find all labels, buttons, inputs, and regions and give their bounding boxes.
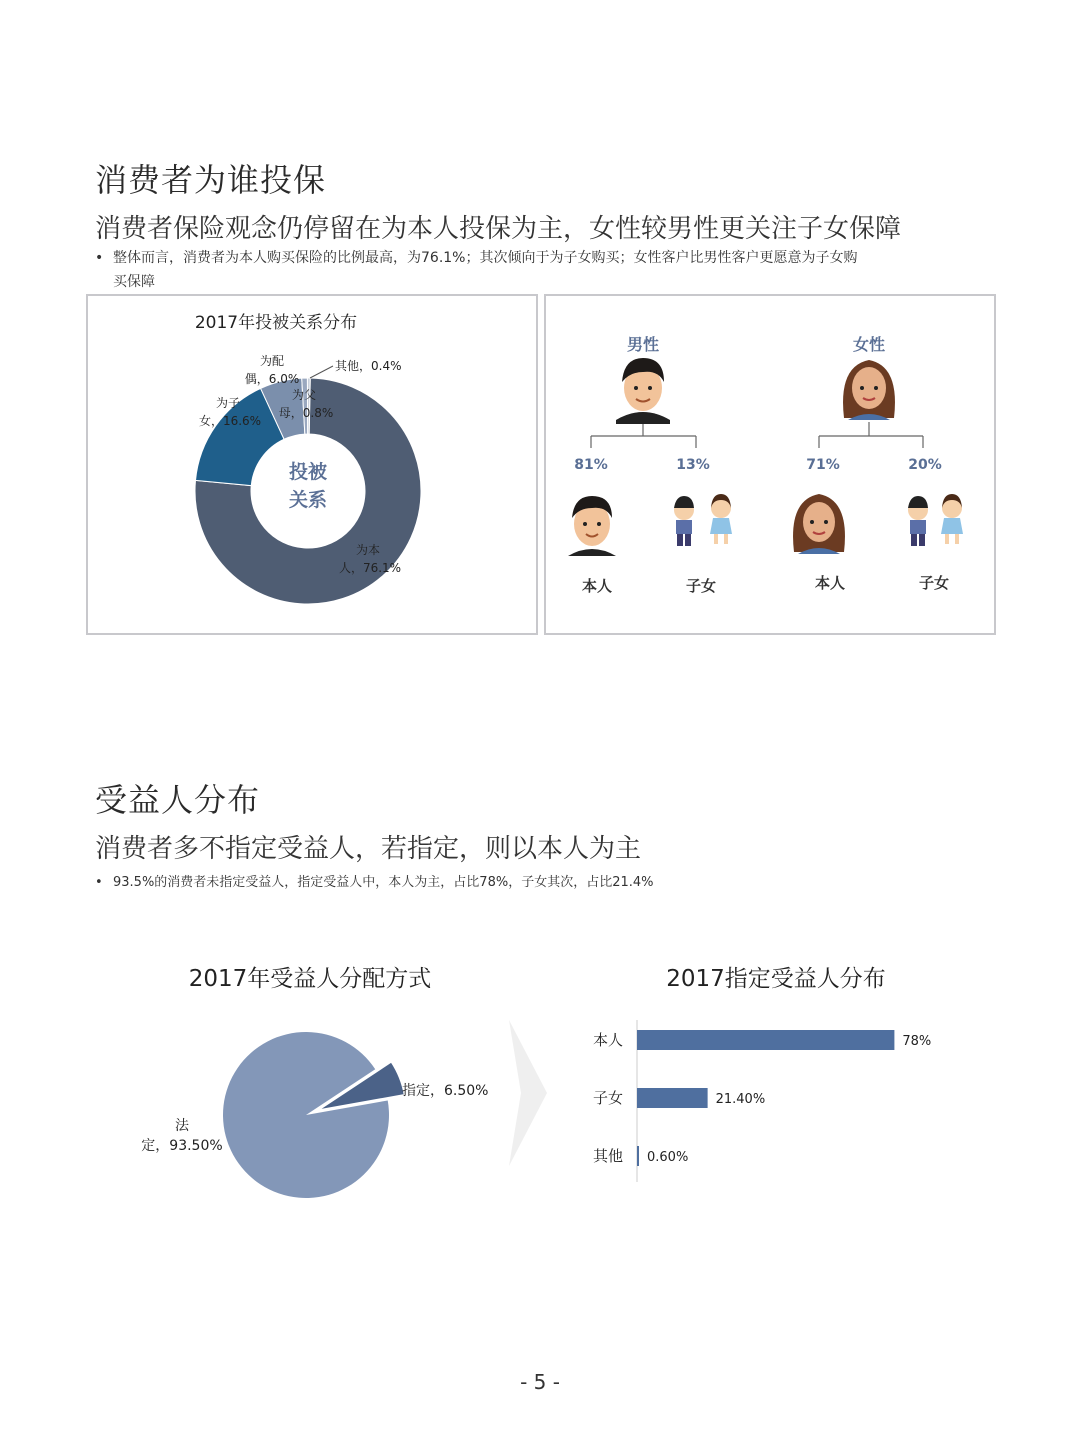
donut-center-line2: 关系 bbox=[288, 489, 328, 511]
section2-subtitle: 消费者多不指定受益人，若指定，则以本人为主 bbox=[95, 834, 642, 864]
section1-bullet-line2: 买保障 bbox=[113, 274, 155, 290]
gender-diagram bbox=[546, 296, 994, 633]
donut-label-spouse-1: 为配 bbox=[259, 354, 285, 368]
male-tree-lines bbox=[591, 424, 696, 448]
gender-panel bbox=[544, 294, 996, 635]
female-self-pct: 71% bbox=[806, 457, 840, 473]
bar-value-label: 78% bbox=[902, 1034, 932, 1049]
bar-category-label: 本人 bbox=[592, 1031, 623, 1049]
male-child-avatars bbox=[674, 494, 732, 546]
bar-value-label: 21.40% bbox=[715, 1092, 766, 1107]
section2-bullet-mark: • bbox=[95, 875, 103, 890]
page-number: - 5 - bbox=[520, 1370, 560, 1394]
female-tree-lines bbox=[819, 422, 923, 448]
pie-chart bbox=[120, 950, 520, 1210]
male-title: 男性 bbox=[626, 335, 660, 354]
section2-bullet-line1: 93.5%的消费者未指定受益人，指定受益人中，本人为主，占比78%，子女其次，占比21.4% bbox=[113, 875, 654, 890]
bar-chart bbox=[560, 950, 980, 1190]
donut-label-self-2: 人，76.1% bbox=[338, 561, 402, 575]
section1-bullet-line1: 整体而言，消费者为本人购买保险的比例最高，为76.1%；其次倾向于为子女购买；女性客户比男性客户更愿意为子女购 bbox=[113, 250, 858, 266]
female-self-label: 本人 bbox=[814, 574, 846, 592]
pie-label-legal-1: 法 bbox=[175, 1118, 189, 1134]
donut-chart-panel bbox=[86, 294, 538, 635]
male-self-avatar bbox=[568, 496, 616, 556]
donut-center-line1: 投被 bbox=[288, 461, 328, 483]
bar-category-label: 子女 bbox=[592, 1089, 623, 1107]
pie-label-legal-2: 定，93.50% bbox=[141, 1138, 223, 1154]
section1-bullet-mark: • bbox=[95, 250, 104, 266]
section1-title: 消费者为谁投保 bbox=[95, 161, 327, 199]
pie-label-designated: 指定，6.50% bbox=[402, 1083, 489, 1099]
pie-chart-title: 2017年受益人分配方式 bbox=[188, 966, 432, 992]
section2-title: 受益人分布 bbox=[95, 781, 261, 819]
donut-label-spouse-2: 偶，6.0% bbox=[244, 372, 300, 386]
donut-leader-line-other bbox=[310, 366, 333, 378]
chevron-arrow-icon bbox=[505, 1018, 551, 1168]
bar-category-label: 其他 bbox=[592, 1147, 623, 1165]
female-title: 女性 bbox=[852, 335, 886, 354]
female-child-avatars bbox=[908, 494, 963, 546]
female-avatar bbox=[843, 360, 895, 420]
bar-value-label: 0.60% bbox=[647, 1150, 689, 1165]
donut-label-self-1: 为本 bbox=[355, 543, 381, 557]
section1-subtitle: 消费者保险观念仍停留在为本人投保为主，女性较男性更关注子女保障 bbox=[95, 214, 902, 244]
female-child-label: 子女 bbox=[918, 574, 950, 592]
donut-chart-title: 2017年投被关系分布 bbox=[194, 313, 358, 333]
pie-slice-legal bbox=[223, 1032, 389, 1198]
female-self-avatar bbox=[793, 494, 845, 554]
female-child-pct: 20% bbox=[908, 457, 942, 473]
donut-label-parent-2: 母，0.8% bbox=[278, 406, 334, 420]
bar bbox=[637, 1088, 708, 1108]
donut-chart bbox=[88, 296, 536, 633]
bar bbox=[637, 1030, 894, 1050]
donut-label-child-1: 为子 bbox=[215, 396, 241, 410]
male-avatar bbox=[616, 358, 670, 424]
male-self-pct: 81% bbox=[574, 457, 608, 473]
donut-label-other: 其他，0.4% bbox=[335, 359, 402, 373]
donut-label-parent-1: 为父 bbox=[291, 388, 317, 402]
male-child-pct: 13% bbox=[676, 457, 710, 473]
bar bbox=[637, 1146, 639, 1166]
male-child-label: 子女 bbox=[685, 577, 717, 595]
male-self-label: 本人 bbox=[581, 577, 613, 595]
donut-label-child-2: 女，16.6% bbox=[198, 414, 262, 428]
bar-chart-title: 2017指定受益人分布 bbox=[666, 966, 886, 992]
